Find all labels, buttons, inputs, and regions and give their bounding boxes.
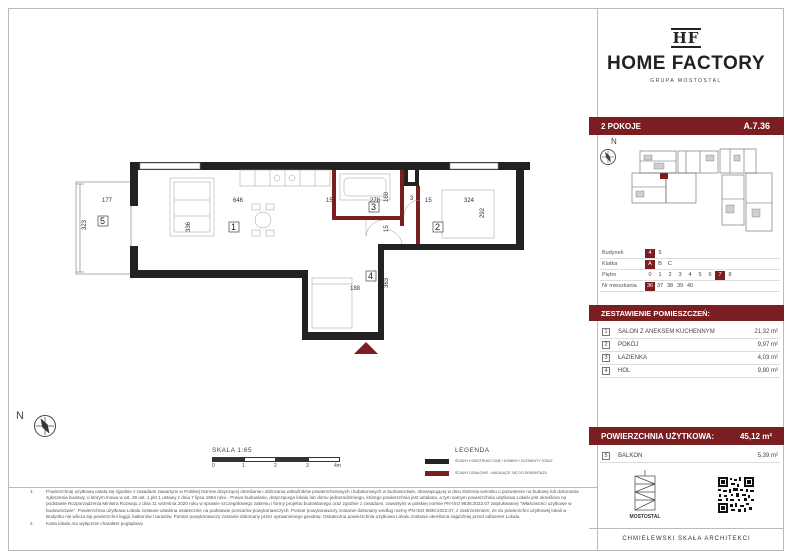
brand-logo — [600, 28, 772, 84]
rooms-count-label: 2 POKOJE — [601, 122, 642, 131]
apartment-header-bar — [589, 117, 784, 135]
dim-label: 15 — [425, 198, 432, 204]
legend: LEGENDA ŚCIANY KONSTRUKCYJNE / KOMINY / ELEMENTY STAŁE ŚCIANY DZIAŁOWE - NADAJĄCE SIĘ DO DEMONTAŻU — [425, 447, 585, 478]
room-number-1: 1 — [231, 222, 237, 232]
location-info-table — [600, 248, 780, 292]
legend-item: ŚCIANY DZIAŁOWE - NADAJĄCE SIĘ DO DEMONTAŻU — [425, 469, 585, 478]
scale-bar: SKALA 1:65 0 1 2 3 4m — [212, 447, 341, 469]
footnote: 1. Powierzchnię użytkową ustala się zgodnie z zasadami zawartymi w Polskiej Normie dotyczącej określania i obliczania wskaźników powierzchniowych i kubaturowych w budownictwie, obowiązującej w dniu złożenia wniosku o pozwolenie na budowę lub dokonania zgłoszenia budowy, o którym mowa w art. 29 ust. 1 pkt 1 ustawy z dnia 7 lipca 1994 roku - Prawo budowlane, dotyczącego lokalu lub domu jednorodzinnego, którego powierzchnia jest ustalana, a tym samym powierzchnia użytkowa Lokalu jest określona na podstawie Rozporządzenia Ministra Rozwoju z dnia 11 września 2020 roku w sprawie szczegółowego zakresu i formy projektu budowlanego oraz zgodnie z zasadami, zawartymi w polskiej normie PN-ISO 9836:2022.07 zatytułowanej "Właściwości użytkowe w budownictwie". Powierzchnia użytkowa Lokalu zostanie ustalona ostatecznie na podstawie pomiarów powykonawczych. Pomiar powykonawczy zostanie dokonany według normy PN-ISO 9836:2022.07, z zastrzeżeniem, że do powierzchni użytkowej lokali w Budynku nie wlicza się powierzchni loggii, balkonów i tarasów. Pomiar powykonawczy zostanie dokonany przez uprawnionego geodetę. Ostateczna powierzchnia użytkowa Lokalu zostanie określona najpóźniej przed odbiorem Lokalu. — [30, 489, 579, 519]
notes-divider — [9, 487, 597, 488]
dim-label: 323 — [82, 219, 88, 230]
footnotes — [30, 489, 580, 528]
north-label: N — [611, 137, 617, 146]
dim-label: 160 — [384, 191, 390, 202]
room-number-5: 5 — [100, 216, 106, 226]
rooms-summary-header: ZESTAWIENIE POMIESZCZEŃ: — [589, 305, 784, 321]
dim-label: 292 — [480, 207, 486, 218]
qr-code — [718, 477, 754, 513]
usable-area-bar: POWIERZCHNIA UŻYTKOWA: 45,12 m² — [589, 427, 784, 445]
brand-subtitle: GRUPA MOSTOSTAL — [650, 78, 722, 84]
room-row: 1 SALON Z ANEKSEM KUCHENNYM 21,32 m² — [600, 326, 780, 339]
compass-large-icon — [34, 415, 56, 437]
apartment-code: A.7.36 — [743, 121, 770, 131]
rooms-list — [600, 326, 780, 378]
dim-label: 3 — [410, 196, 414, 202]
klatka-row: Klatka A B C — [600, 259, 780, 270]
floor-plan — [70, 160, 540, 360]
legend-item: ŚCIANY KONSTRUKCYJNE / KOMINY / ELEMENTY STAŁE — [425, 457, 585, 466]
pietro-row: Piętro 0 1 2 3 4 5 6 7 8 — [600, 270, 780, 281]
dim-label: 188 — [350, 286, 361, 292]
entrance-arrow-icon — [354, 342, 378, 354]
budynek-row: Budynek 4 5 — [600, 248, 780, 259]
dim-label: 15 — [326, 198, 333, 204]
usable-area-value: 45,12 m² — [739, 432, 772, 441]
brand-name: HOME FACTORY — [606, 53, 765, 74]
mostostal-text: MOSTOSTAL — [629, 514, 661, 520]
architects-footer: CHMIELEWSKI SKAŁA ARCHITEKCI — [589, 528, 784, 550]
footnote: 2. Karta lokalu ma wyłącznie charakter poglądowy. — [30, 521, 144, 527]
dim-label: 646 — [233, 198, 244, 204]
room-row: 2 POKÓJ 9,97 m² — [600, 339, 780, 352]
mostostal-logo — [628, 470, 662, 522]
balcony-row: 5 BALKON 5,39 m² — [600, 450, 780, 463]
north-label-large: N — [16, 410, 24, 422]
room-row: 4 HOL 9,80 m² — [600, 365, 780, 378]
panel-divider — [597, 9, 598, 550]
room-number-3: 3 — [371, 202, 377, 212]
nr-mieszkania-row: Nr mieszkania 36 37 38 39 40 — [600, 281, 780, 292]
highlighted-apartment-marker — [660, 173, 668, 179]
room-row: 3 ŁAZIENKA 4,03 m² — [600, 352, 780, 365]
dim-label: 324 — [464, 198, 475, 204]
dim-label: 278 — [370, 198, 381, 204]
dim-label: 177 — [102, 198, 113, 204]
building-key-plan — [626, 143, 778, 235]
brand-monogram: HF — [672, 29, 700, 47]
dim-label: 336 — [186, 221, 192, 232]
room-number-4: 4 — [368, 271, 374, 281]
room-number-2: 2 — [435, 222, 441, 232]
balcony-list — [600, 450, 780, 463]
bathroom-wall-left — [332, 170, 336, 220]
compass-small-icon — [600, 149, 616, 165]
dim-label: 363 — [384, 277, 390, 288]
dim-label: 15 — [384, 225, 390, 232]
